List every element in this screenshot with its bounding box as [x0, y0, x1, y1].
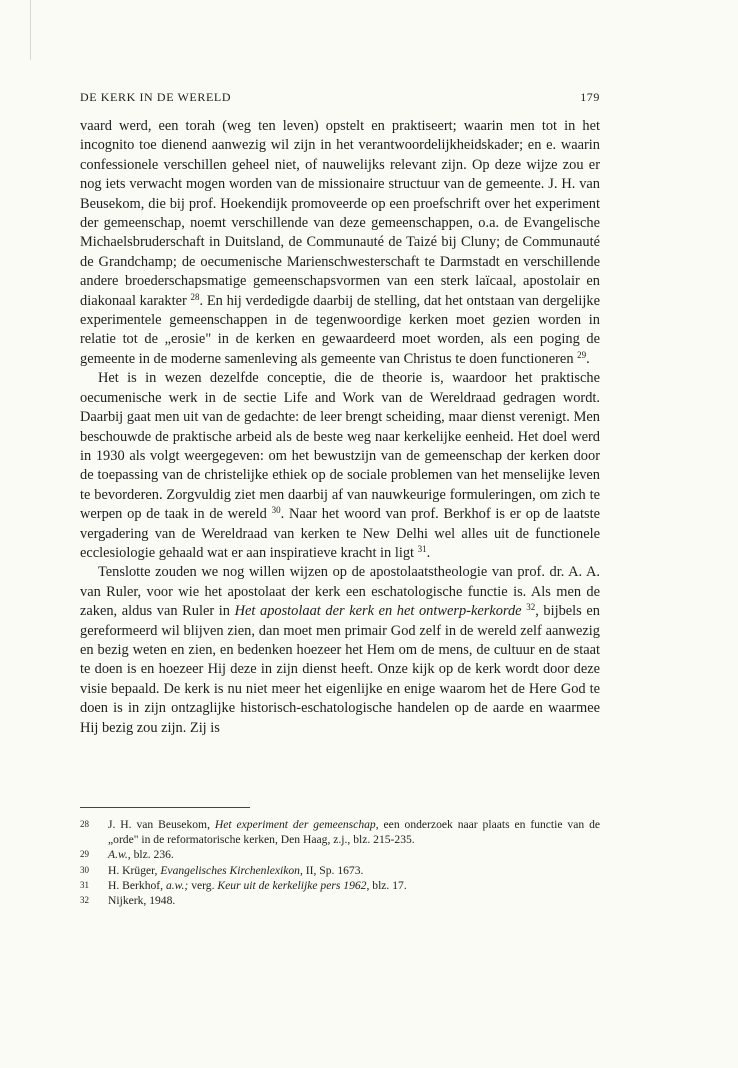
running-header: [80, 90, 600, 105]
text-run: . Naar het woord van prof. Berkhof is er op de laatste vergadering van de Wereldraad van kerken te New Delhi wel alles uit de functionele ecclesiologie gehaald wat er aan inspiratieve kracht in ligt: [80, 506, 601, 561]
book-title: Het apostolaat der kerk en het ontwerp-kerkorde: [234, 603, 522, 620]
abbreviation: a.w.;: [165, 878, 189, 892]
footnote-text: [108, 817, 600, 847]
book-title: Evangelisches Kirchenlexikon: [160, 863, 300, 877]
footnote-number: 29: [80, 849, 89, 860]
text-run: Nijkerk, 1948.: [108, 894, 176, 908]
text-run: Het is in wezen dezelfde conceptie, die de theorie is, waardoor het praktische oecumenische werk in de sectie Life and Work van de Wereldraad gedragen wordt. Daarbij gaat men uit van de gedachte: de leer brengt scheiding, maar dienst verenigt. Men beschouwde de praktische arbeid als de beste weg naar kerkelijke eenheid. Het doel werd in 1930 als volgt weergegeven: om het bewustzijn van de gemeenschap der kerken door de toepassing van de christelijke ethiek op de sociale problemen van het menselijke leven te bevorderen. Zorgvuldig ziet men daarbij af van nauwkeurige formuleringen, om zich te werpen op de taak in de wereld: [80, 370, 600, 523]
footnotes: [80, 817, 600, 908]
text-run: vaard werd, een torah (weg ten leven) opstelt en praktiseert; waarin men tot in het incognito toe dienend aanwezig wil zijn in het verantwoordelijkheidskader; en e. waarin confessionele verschillen geheel niet, of nauwelijks relevant zijn. Op deze wijze zou er nog iets verwacht mogen worden van de missionaire structuur van de gemeente. J. H. van Beusekom, die bij prof. Hoekendijk promoveerde op een proefschrift over het experiment der gemeenschap, noemt verschillende van deze gemeenschappen, o.a. de Evangelische Michaelsbruderschaft in Duitsland, de Communauté de Taizé bij Cluny; de Communauté de Grandchamp; de oecumenische Marienschwesterschaft te Darmstadt en verschillende andere broederschapsmatige gemeenschapsvormen van een sterk laïcaal, apostolair en diakonaal karakter: [80, 118, 600, 309]
footnote-text: [108, 863, 600, 878]
footnote-number: 28: [80, 819, 89, 829]
paragraph-2: [80, 369, 600, 563]
abbreviation: A.w.: [108, 848, 128, 862]
footnote: [80, 847, 600, 862]
footnote: [80, 893, 600, 908]
text-run: , bijbels en gereformeerd wil blijven zien, dan moet men primair God zelf in de wereld zelf aanwezig en bezig weten en zien, en bedenken hoezeer het Hem om de mens, de cultuur en de staat te doen is en hoezeer Hij deze in zijn dienst heeft. Onze kijk op de kerk wordt door deze visie bepaald. De kerk is nu niet meer het eigenlijke en enige waarom het de Here God te doen is in zijn ontzaglijke historisch-eschatologische handelen op de aarde en waarmee Hij bezig zou zijn. Zij is: [80, 603, 600, 736]
text-run: Tenslotte zouden we nog willen wijzen op de apostolaatstheologie van prof. dr. A. A. van Ruler, voor wie het apostolaat der kerk een eschatologische functie is. Als men de zaken, aldus van Ruler in: [80, 564, 600, 620]
book-title: Keur uit de kerkelijke pers 1962: [217, 878, 367, 892]
body-text: [80, 117, 600, 738]
footnote-text: [108, 893, 600, 908]
page-edge: [30, 0, 31, 60]
footnote: [80, 863, 600, 878]
text-run: , blz. 17.: [366, 878, 407, 892]
page-number: 179: [580, 90, 600, 104]
footnote-ref: 28: [190, 291, 200, 302]
text-run: H. Krüger,: [108, 863, 161, 877]
text-run: , blz. 236.: [127, 848, 174, 862]
footnote-ref: 32: [526, 602, 536, 613]
book-title: Het experiment der gemeenschap: [214, 818, 376, 831]
footnote: [80, 878, 600, 893]
text-run: . En hij verdedigde daarbij de stelling, dat het ontstaan van dergelijke experimentele gemeenschappen in de tegenwoordige kerken moet gezien worden in relatie tot de „erosie" in de kerken en gewaardeerd moet worden, als een poging de gemeente in de moderne samenleving als gemeente van Christus te doen functioneren: [80, 292, 600, 367]
text-run: H. Berkhof,: [108, 878, 166, 892]
footnote-rule: [80, 807, 250, 808]
footnote-text: [108, 847, 600, 862]
text-run: J. H. van Beusekom,: [108, 818, 215, 831]
footnote-text: [108, 878, 600, 893]
footnote-number: 31: [80, 879, 89, 890]
text-run: , II, Sp. 1673.: [299, 863, 364, 877]
footnote-ref: 30: [271, 505, 281, 516]
footnote-ref: 29: [577, 349, 587, 360]
paragraph-1: [80, 117, 600, 369]
footnote-number: 30: [80, 864, 89, 875]
text-run: , een onderzoek naar plaats en functie van de „orde" in de reformatorische kerken, Den Haag, z.j., blz. 215-235.: [108, 818, 601, 847]
footnote-ref: 31: [417, 543, 427, 554]
footnote-number: 32: [80, 895, 89, 906]
text-run: .: [586, 350, 590, 367]
running-title: DE KERK IN DE WERELD: [80, 90, 232, 104]
text-run: verg.: [188, 878, 218, 892]
paragraph-3: [80, 563, 600, 738]
footnote: [80, 817, 600, 847]
text-run: .: [426, 544, 431, 561]
